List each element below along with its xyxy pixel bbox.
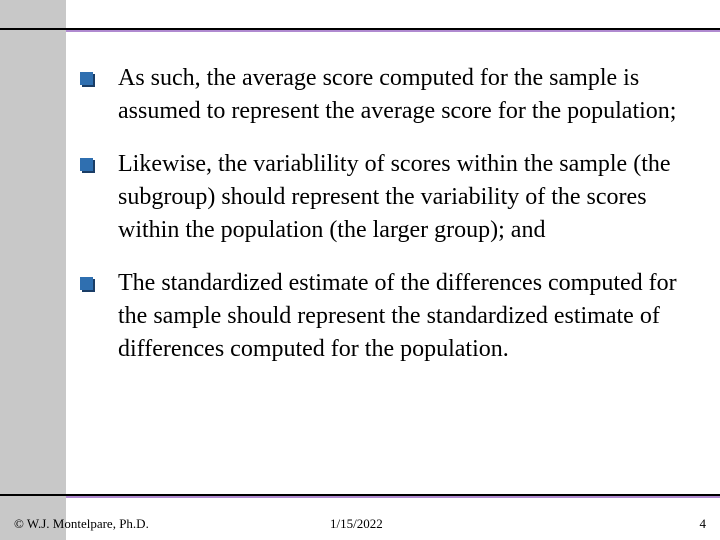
bullet-text: The standardized estimate of the differences computed for the sample should represent the standardized estimate of differences computed for the population. [118, 270, 677, 362]
bullet-item [80, 62, 710, 128]
bullet-text: As such, the average score computed for the sample is assumed to represent the average score for the population; [118, 65, 677, 124]
bullet-item [80, 148, 710, 247]
bullet-item [80, 267, 710, 366]
top-divider-accent-line [66, 30, 720, 32]
top-divider [0, 28, 720, 32]
bullet-list [80, 62, 710, 386]
square-bullet-icon [80, 277, 93, 290]
slide-footer [0, 514, 720, 534]
bottom-divider-accent-line [66, 496, 720, 498]
square-bullet-icon [80, 158, 93, 171]
footer-date: 1/15/2022 [330, 516, 383, 531]
bullet-text: Likewise, the variablility of scores within the sample (the subgroup) should represent the variability of the scores within the population (the larger group); and [118, 151, 671, 243]
bottom-divider [0, 494, 720, 498]
left-decorative-band [0, 0, 66, 540]
footer-author: © W.J. Montelpare, Ph.D. [14, 516, 149, 531]
footer-page-number: 4 [699, 516, 706, 531]
square-bullet-icon [80, 72, 93, 85]
